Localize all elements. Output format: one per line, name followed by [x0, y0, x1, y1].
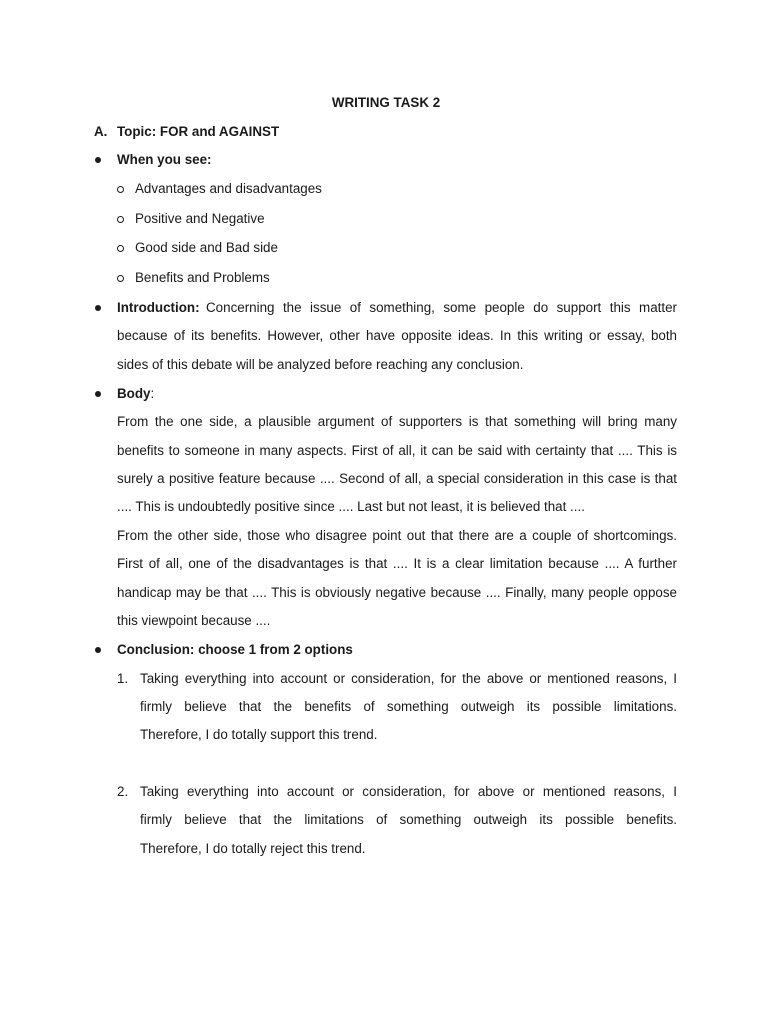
bullet-icon	[95, 305, 101, 311]
list-item: Benefits and Problems	[135, 270, 270, 285]
when-you-see-label: When you see:	[117, 152, 212, 167]
option-line: firmly believe that the limitations of something outweigh its possible benefits.	[140, 812, 677, 827]
body-line: .... This is undoubtedly positive since .... Last but not least, it is believed that ....	[117, 499, 585, 514]
body-line: From the other side, those who disagree point out that there are a couple of shortcomings.	[117, 528, 677, 543]
body-line: benefits to someone in many aspects. First of all, it can be said with certainty that .... This is	[117, 443, 677, 458]
introduction-line: sides of this debate will be analyzed before reaching any conclusion.	[117, 357, 524, 372]
option-line: Taking everything into account or consideration, for the above or mentioned reasons, I	[140, 671, 677, 686]
body-line: From the one side, a plausible argument of supporters is that something will bring many	[117, 414, 677, 429]
body-line: First of all, one of the disadvantages is that .... It is a clear limitation because .... A further	[117, 556, 677, 571]
document-title: WRITING TASK 2	[331, 95, 441, 110]
body-colon: :	[150, 386, 155, 401]
circle-bullet-icon	[117, 245, 124, 252]
option-line: firmly believe that the benefits of something outweigh its possible limitations.	[140, 699, 677, 714]
option-number: 2.	[117, 784, 129, 799]
bullet-icon	[95, 647, 101, 653]
introduction-line: Concerning the issue of something, some people do support this matter	[206, 300, 677, 315]
body-line: surely a positive feature because .... Second of all, a special consideration in this case is that	[117, 471, 677, 486]
circle-bullet-icon	[117, 216, 124, 223]
body-line: this viewpoint because ....	[117, 613, 271, 628]
option-line: Taking everything into account or consideration, for above or mentioned reasons, I	[140, 784, 677, 799]
section-a-topic: Topic: FOR and AGAINST	[117, 124, 280, 139]
circle-bullet-icon	[117, 275, 124, 282]
list-item: Advantages and disadvantages	[135, 181, 322, 196]
introduction-line: because of its benefits. However, other have opposite ideas. In this writing or essay, both	[117, 328, 677, 343]
conclusion-label: Conclusion: choose 1 from 2 options	[117, 642, 353, 657]
body-heading	[117, 384, 154, 404]
list-item: Good side and Bad side	[135, 240, 278, 255]
option-number: 1.	[117, 671, 129, 686]
option-line: Therefore, I do totally support this trend.	[140, 727, 378, 742]
section-a-marker: A.	[94, 124, 108, 139]
body-label: Body	[117, 386, 151, 401]
option-line: Therefore, I do totally reject this trend.	[140, 841, 366, 856]
circle-bullet-icon	[117, 186, 124, 193]
introduction-label: Introduction:	[117, 300, 200, 315]
body-line: handicap may be that .... This is obviously negative because .... Finally, many people oppose	[117, 585, 677, 600]
list-item: Positive and Negative	[135, 211, 265, 226]
bullet-icon	[95, 157, 101, 163]
bullet-icon	[95, 391, 101, 397]
